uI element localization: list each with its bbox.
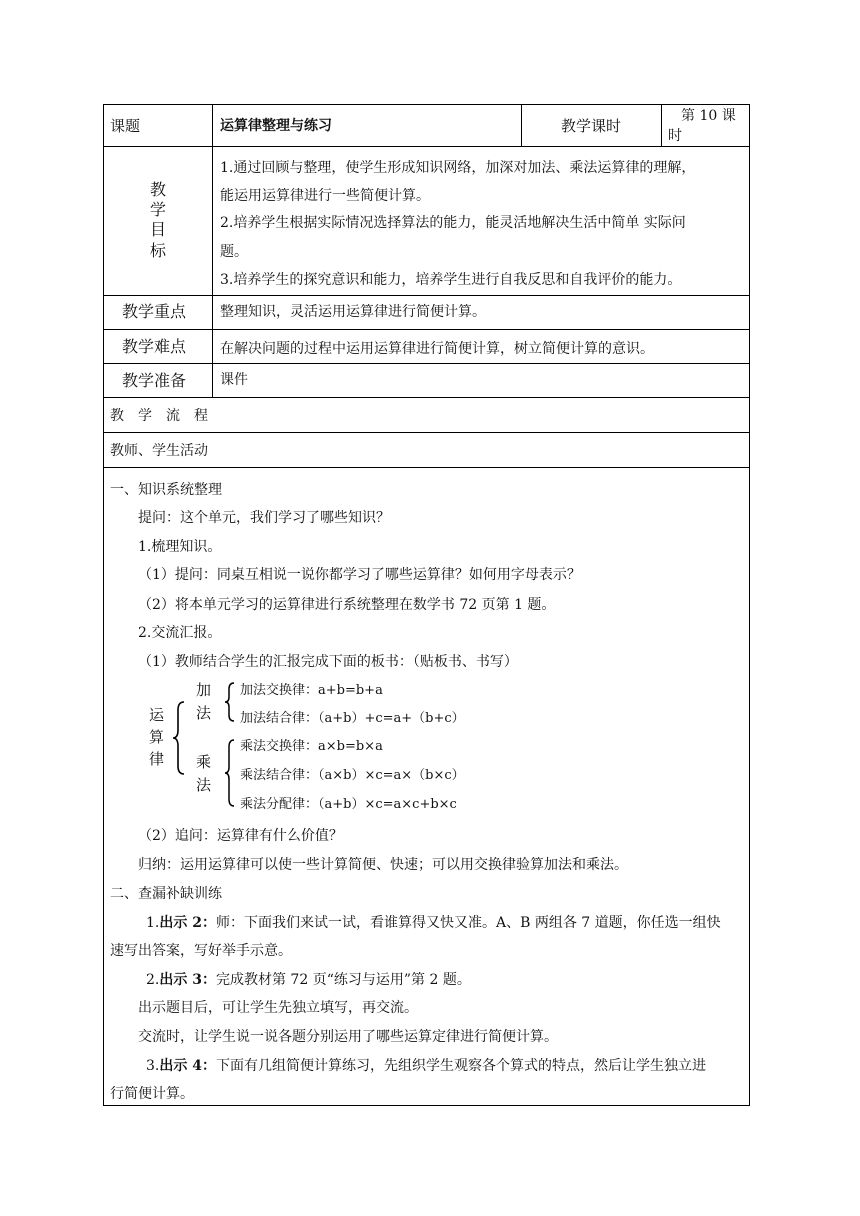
row-divider [103, 397, 750, 398]
diagram-add-char: 加 [196, 681, 212, 699]
diagram-root-char: 算 [149, 728, 165, 746]
mul-law: 乘法交换律：a×b=b×a [240, 739, 383, 754]
row-divider [103, 295, 750, 296]
preparation-label: 教学准备 [122, 371, 187, 390]
item-number: 3. [146, 1058, 160, 1074]
objectives-label-char: 学 [150, 200, 167, 219]
mul-law: 乘法分配律：（a+b）×c=a×c+b×c [240, 797, 457, 812]
objective-line: 2.培养学生根据实际情况选择算法的能力，能灵活地解决生活中简单 实际问 [220, 215, 686, 231]
key-points-label: 教学重点 [122, 302, 187, 321]
section-1-item-1b: （2）将本单元学习的运算律进行系统整理在数学书 72 页第 1 题。 [138, 597, 556, 613]
objective-line: 题。 [220, 244, 248, 260]
section-2-item-2b: 交流时，让学生说一说各题分别运用了哪些运算定律进行简便计算。 [138, 1029, 558, 1045]
col-divider [661, 104, 662, 147]
item-bold-label: 出示 4： [159, 1058, 216, 1074]
add-brace [224, 681, 236, 723]
diagram-add-char: 法 [196, 704, 212, 722]
topic-label: 课题 [110, 117, 141, 135]
topic-value: 运算律整理与练习 [220, 118, 332, 134]
row-divider [103, 363, 750, 364]
section-2-title: 二、查漏补缺训练 [110, 886, 222, 902]
section-2-item-3 [146, 1056, 706, 1076]
section-1-summary: 归纳：运用运算律可以使一些计算简便、快速；可以用交换律验算加法和乘法。 [138, 857, 628, 873]
add-law: 加法交换律：a+b=b+a [240, 683, 383, 698]
root-brace [171, 700, 187, 776]
col-divider [212, 104, 213, 397]
table-border-top [103, 104, 750, 105]
section-2-item-1-cont: 速写出答案，写好举手示意。 [110, 943, 292, 959]
teaching-flow-label: 教 学 流 程 [110, 408, 208, 424]
section-2-item-1 [146, 913, 721, 933]
objective-line: 能运用运算律进行一些简便计算。 [220, 188, 430, 204]
row-divider [103, 146, 750, 147]
diagram-mul-char: 法 [196, 776, 212, 794]
section-2-item-3-cont: 行简便计算。 [110, 1086, 194, 1102]
section-1-item-2: 2.交流汇报。 [138, 625, 222, 641]
add-law: 加法结合律：（a+b）+c=a+（b+c） [240, 711, 465, 726]
diagram-root-char: 运 [149, 706, 165, 724]
objective-line: 1.通过回顾与整理，使学生形成知识网络，加深对加法、乘法运算律的理解， [220, 160, 696, 176]
mul-law: 乘法结合律：（a×b）×c=a×（b×c） [240, 768, 465, 783]
section-2-item-2a: 出示题目后，可让学生先独立填写，再交流。 [138, 1000, 418, 1016]
section-2-item-2 [146, 970, 471, 990]
key-points-value: 整理知识，灵活运用运算律进行简便计算。 [220, 304, 486, 320]
row-divider [103, 467, 750, 468]
table-border-right [749, 104, 750, 1106]
item-text: 下面有几组简便计算练习，先组织学生观察各个算式的特点，然后让学生独立进 [215, 1058, 706, 1074]
period-label: 教学课时 [561, 117, 622, 135]
section-1-item-1a: （1）提问：同桌互相说一说你都学习了哪些运算律？如何用字母表示？ [138, 567, 581, 583]
activity-label: 教师、学生活动 [110, 443, 208, 459]
item-number: 1. [146, 915, 160, 931]
col-divider [521, 104, 522, 147]
preparation-value: 课件 [220, 372, 248, 388]
section-1-item-1: 1.梳理知识。 [138, 539, 222, 555]
row-divider [103, 329, 750, 330]
difficulties-value: 在解决问题的过程中运用运算律进行简便计算，树立简便计算的意识。 [220, 341, 654, 357]
item-bold-label: 出示 2： [159, 915, 216, 931]
table-border-bottom [103, 1105, 750, 1106]
section-1-item-2b: （2）追问：运算律有什么价值？ [138, 828, 343, 844]
item-bold-label: 出示 3： [159, 972, 216, 988]
difficulties-label: 教学难点 [122, 337, 187, 356]
item-number: 2. [146, 972, 160, 988]
objectives-label-char: 标 [150, 241, 167, 260]
mul-brace [224, 738, 236, 808]
diagram-mul-char: 乘 [196, 753, 212, 771]
diagram-root-char: 律 [149, 750, 165, 768]
objective-line: 3.培养学生的探究意识和能力，培养学生进行自我反思和自我评价的能力。 [220, 272, 682, 288]
period-value-line2: 时 [668, 128, 682, 144]
item-text: 完成教材第 72 页“练习与运用”第 2 题。 [215, 972, 471, 988]
objectives-label-char: 目 [150, 220, 167, 239]
item-text: 师：下面我们来试一试，看谁算得又快又准。A、B 两组各 7 道题，你任选一组快 [215, 915, 721, 931]
section-1-item-2a: （1）教师结合学生的汇报完成下面的板书：（贴板书、书写） [138, 654, 518, 670]
period-value-line1: 第 10 课 [681, 108, 736, 124]
objectives-label-char: 教 [150, 180, 167, 199]
row-divider [103, 432, 750, 433]
section-1-question: 提问：这个单元，我们学习了哪些知识？ [138, 510, 390, 526]
table-border-left [103, 104, 104, 1106]
section-1-title: 一、知识系统整理 [110, 482, 222, 498]
